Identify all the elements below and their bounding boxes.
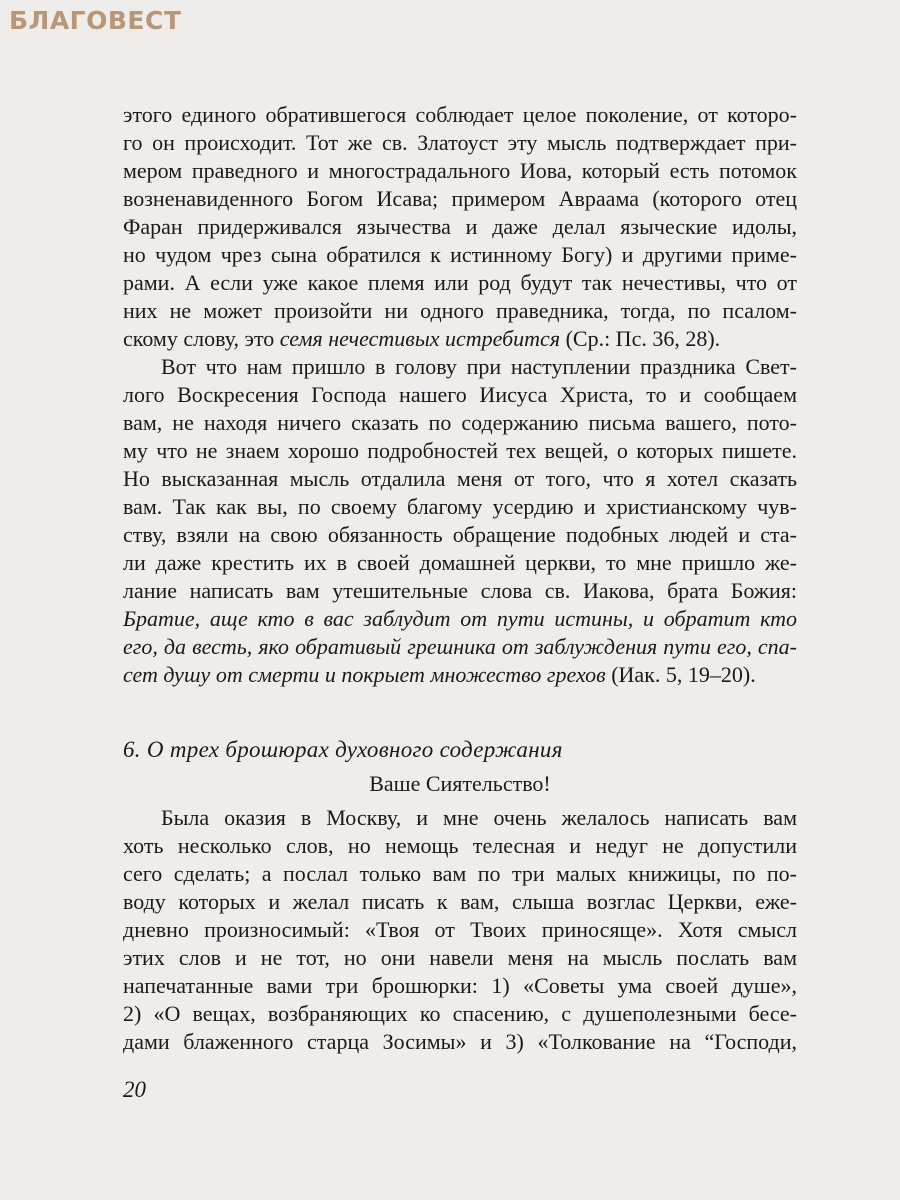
text-line (123, 661, 797, 689)
paragraph (123, 353, 797, 689)
text-line: этих слов и не тот, но они навели меня на мысль послать вам (123, 945, 797, 970)
text-line: хоть несколько слов, но немощь телесная и недуг не допустили (123, 833, 797, 858)
paragraph (123, 804, 797, 1056)
italic-quote: его, да весть, яко обративый грешника от заблуждения пути его, спа- (123, 634, 797, 659)
section-heading: 6. О трех брошюрах духовного содержания (123, 737, 563, 762)
text-line: Фаран придерживался язычества и даже делал языческие идолы, (123, 214, 797, 239)
text-line: Вот что нам пришло в голову при наступлении праздника Свет- (161, 354, 797, 379)
watermark-logo: БЛАГОВЕСТ (9, 6, 182, 35)
text-line: но чудом чрез сына обратился к истинному Богу) и другими приме- (123, 242, 797, 267)
text-line: ству, взяли на свою обязанность обращение подобных людей и ста- (123, 522, 797, 547)
blank-space (123, 689, 797, 733)
text-span: скому слову, это (123, 326, 280, 351)
text-line: напечатанные вами три брошюрки: 1) «Советы ума своей душе», (123, 973, 797, 998)
italic-quote: сет душу от смерти и покрыет множество грехов (123, 662, 606, 687)
text-line: рами. А если уже какое племя или род будут так нечестивы, что от (123, 270, 797, 295)
italic-quote: Братие, аще кто в вас заблудит от пути истины, и обратит кто (123, 606, 797, 631)
text-line: лание написать вам утешительные слова св. Иакова, брата Божия: (123, 578, 797, 603)
text-line: му что не знаем хорошо подробностей тех вещей, о которых пишете. (123, 438, 797, 463)
italic-quote: семя нечестивых истребится (279, 326, 561, 351)
text-line (123, 325, 797, 353)
text-line (123, 605, 797, 633)
salutation: Ваше Сиятельство! (369, 771, 551, 796)
text-line: го он происходит. Тот же св. Златоуст эту мысль подтверждает при- (123, 130, 797, 155)
text-line: вам. Так как вы, по своему благому усердию и христианскому чув- (123, 494, 797, 519)
text-line: Но высказанная мысль отдалила меня от того, что я хотел сказать (123, 466, 797, 491)
text-line: сего сделать; а послал только вам по три малых книжицы, по по- (123, 861, 797, 886)
text-line: воду которых и желал писать к вам, слыша возглас Церкви, еже- (123, 889, 797, 914)
text-line: них не может произойти ни одного праведника, тогда, по псалом- (123, 298, 797, 323)
text-line: возненавиденного Богом Исава; примером Авраама (которого отец (123, 186, 797, 211)
text-line: дами блаженного старца Зосимы» и 3) «Толкование на “Господи, (123, 1029, 797, 1054)
text-line: лого Воскресения Господа нашего Иисуса Христа, то и сообщаем (123, 382, 797, 407)
text-line: вам, не находя ничего сказать по содержанию письма вашего, пото- (123, 410, 797, 435)
text-line: ли даже крестить их в своей домашней церкви, то мне пришло же- (123, 550, 797, 575)
page-body (123, 101, 797, 1056)
text-span: (Ср.: Пс. 36, 28). (560, 326, 721, 351)
text-line: дневно произносимый: «Твоя от Твоих приносяще». Хотя смысл (123, 917, 797, 942)
page-number: 20 (123, 1077, 146, 1102)
text-line: этого единого обратившегося соблюдает целое поколение, от которо- (123, 102, 797, 127)
text-line: Была оказия в Москву, и мне очень желалось написать вам (161, 805, 797, 830)
text-line (123, 633, 797, 661)
text-line: мером праведного и многострадального Иова, который есть потомок (123, 158, 797, 183)
text-span: (Иак. 5, 19–20). (605, 662, 756, 687)
paragraph (123, 101, 797, 353)
text-line: 2) «О вещах, возбраняющих ко спасению, с душеполезными бесе- (123, 1001, 797, 1026)
